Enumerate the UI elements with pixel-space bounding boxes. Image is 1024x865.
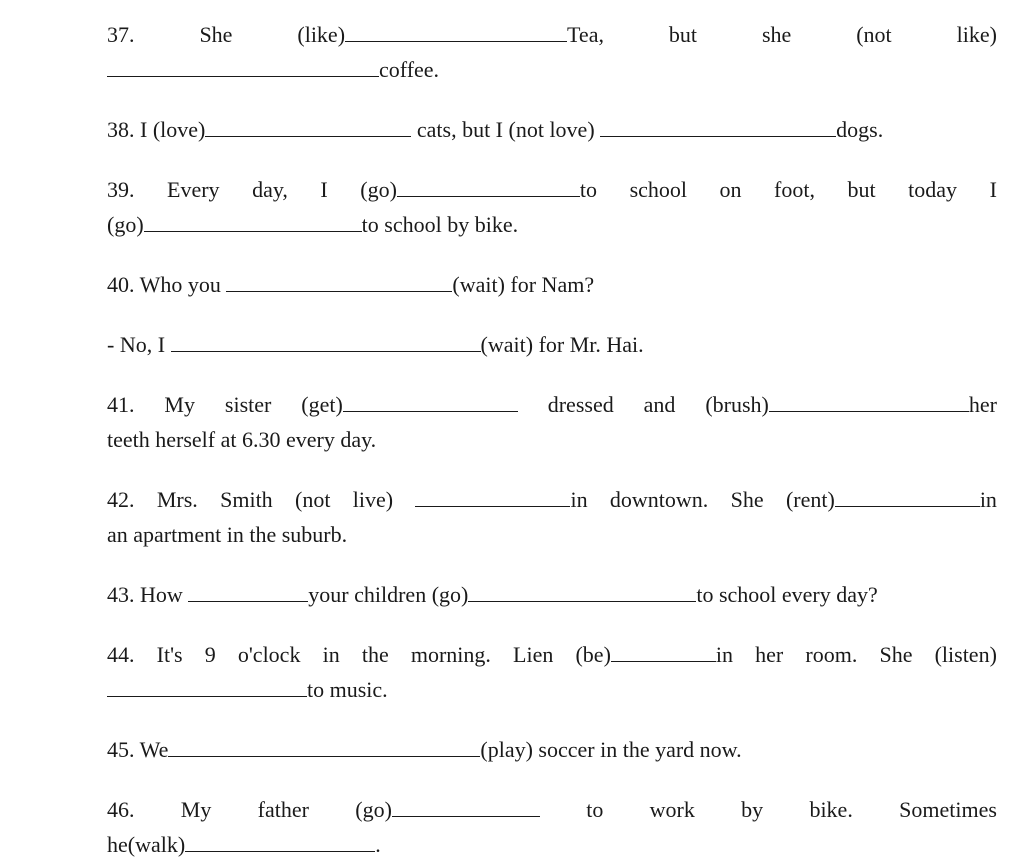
- word: sister: [224, 392, 272, 417]
- word: (not: [856, 22, 892, 47]
- exercise-42-line-2: [107, 520, 997, 550]
- word: downtown.: [609, 487, 709, 512]
- word: bike.: [809, 797, 853, 822]
- answer-blank[interactable]: [769, 391, 969, 412]
- answer-blank[interactable]: [835, 486, 980, 507]
- word: in: [322, 642, 340, 667]
- exercise-44-line-1: [107, 640, 997, 670]
- text: I (love): [140, 117, 206, 142]
- answer-blank[interactable]: [171, 331, 481, 352]
- word: to: [586, 797, 604, 822]
- word: Smith: [220, 487, 273, 512]
- text: (wait) for Mr. Hai.: [480, 332, 644, 357]
- exercise-41-line-1: [107, 390, 997, 420]
- answer-blank[interactable]: [611, 641, 716, 662]
- word: her: [755, 642, 784, 667]
- exercise-number: 41.: [107, 392, 135, 417]
- word: room.: [805, 642, 858, 667]
- exercise-37-line-1: [107, 20, 997, 50]
- answer-blank[interactable]: [107, 676, 307, 697]
- word: I: [320, 177, 328, 202]
- word: (not: [295, 487, 331, 512]
- word: (listen): [934, 642, 997, 667]
- answer-blank[interactable]: [345, 21, 567, 42]
- word: but: [668, 22, 698, 47]
- word: father: [257, 797, 309, 822]
- word: o'clock: [237, 642, 301, 667]
- answer-blank[interactable]: [226, 271, 452, 292]
- exercise-45-line-1: [107, 735, 997, 765]
- answer-blank[interactable]: [144, 211, 362, 232]
- answer-blank[interactable]: [168, 736, 480, 757]
- answer-blank[interactable]: [600, 116, 836, 137]
- word: on: [719, 177, 742, 202]
- word: by: [741, 797, 764, 822]
- exercise-42-line-1: [107, 485, 997, 515]
- word-with-blank: in: [415, 485, 587, 515]
- word: dressed: [547, 392, 614, 417]
- word: foot,: [774, 177, 815, 202]
- exercise-46-line-1: [107, 795, 997, 825]
- text: to music.: [307, 677, 388, 702]
- word: My: [180, 797, 212, 822]
- exercise-40-line-1: [107, 270, 997, 300]
- word-with-blank: (be) in: [575, 642, 734, 667]
- word: My: [164, 392, 195, 417]
- answer-blank[interactable]: [205, 116, 411, 137]
- text: .: [375, 832, 381, 857]
- word-with-blank: (go) to: [360, 177, 598, 202]
- text: he(walk): [107, 832, 186, 857]
- answer-blank[interactable]: [107, 56, 379, 77]
- text: dogs.: [836, 117, 884, 142]
- exercise-37-line-2: [107, 55, 997, 85]
- exercise-38-line-1: [107, 115, 997, 145]
- answer-blank[interactable]: [185, 831, 375, 852]
- answer-blank[interactable]: [343, 391, 518, 412]
- word: and: [643, 392, 676, 417]
- text: an apartment in the suburb.: [107, 522, 348, 547]
- word: Mrs.: [156, 487, 198, 512]
- word: She: [879, 642, 913, 667]
- word: today: [908, 177, 958, 202]
- word-with-blank: (get): [301, 390, 518, 420]
- word: I: [989, 177, 997, 202]
- word: She: [199, 22, 233, 47]
- word: Lien: [513, 642, 554, 667]
- text: How: [140, 582, 183, 607]
- exercise-number: 38.: [107, 117, 135, 142]
- text: coffee.: [379, 57, 440, 82]
- answer-blank[interactable]: [188, 581, 308, 602]
- answer-blank[interactable]: [468, 581, 696, 602]
- word: work: [649, 797, 695, 822]
- text: teeth herself at 6.30 every day.: [107, 427, 377, 452]
- exercise-number: 37.: [107, 22, 135, 47]
- exercise-number: 40.: [107, 272, 135, 297]
- exercise-number: 42.: [107, 487, 135, 512]
- text: to school by bike.: [361, 212, 519, 237]
- word-with-blank: (go): [355, 795, 540, 825]
- answer-blank[interactable]: [392, 796, 540, 817]
- word: 9: [204, 642, 216, 667]
- text: We: [139, 737, 169, 762]
- word: day,: [252, 177, 288, 202]
- word: school: [629, 177, 688, 202]
- text: Who you: [139, 272, 221, 297]
- word: It's: [156, 642, 183, 667]
- exercise-41-line-2: [107, 425, 997, 455]
- word-with-blank: (brush) her: [705, 392, 997, 417]
- word: like): [956, 22, 997, 47]
- exercise-number: 46.: [107, 797, 135, 822]
- text: to school every day?: [696, 582, 878, 607]
- exercise-40-reply: [107, 330, 997, 360]
- word: live): [352, 487, 394, 512]
- exercise-number: 43.: [107, 582, 135, 607]
- word: Every: [167, 177, 220, 202]
- exercise-44-line-2: [107, 675, 997, 705]
- text: cats, but I (not love): [416, 117, 595, 142]
- word-with-blank: (rent) in: [785, 487, 997, 512]
- answer-blank[interactable]: [415, 486, 570, 507]
- word: She: [730, 487, 764, 512]
- exercise-number: 39.: [107, 177, 135, 202]
- word: Sometimes: [899, 797, 997, 822]
- exercise-46-line-2: [107, 830, 997, 860]
- word-with-blank: (like) Tea,: [297, 22, 604, 47]
- text: (wait) for Nam?: [452, 272, 595, 297]
- text: your children (go): [308, 582, 469, 607]
- word: the: [361, 642, 389, 667]
- word: but: [847, 177, 876, 202]
- exercise-number: 44.: [107, 642, 135, 667]
- word: she: [761, 22, 792, 47]
- exercise-39-line-1: [107, 175, 997, 205]
- exercise-39-line-2: [107, 210, 997, 240]
- text: (go): [107, 212, 144, 237]
- exercise-43-line-1: [107, 580, 997, 610]
- text: - No, I: [107, 332, 166, 357]
- answer-blank[interactable]: [397, 176, 580, 197]
- exercise-number: 45.: [107, 737, 135, 762]
- text: (play) soccer in the yard now.: [480, 737, 742, 762]
- word: morning.: [410, 642, 491, 667]
